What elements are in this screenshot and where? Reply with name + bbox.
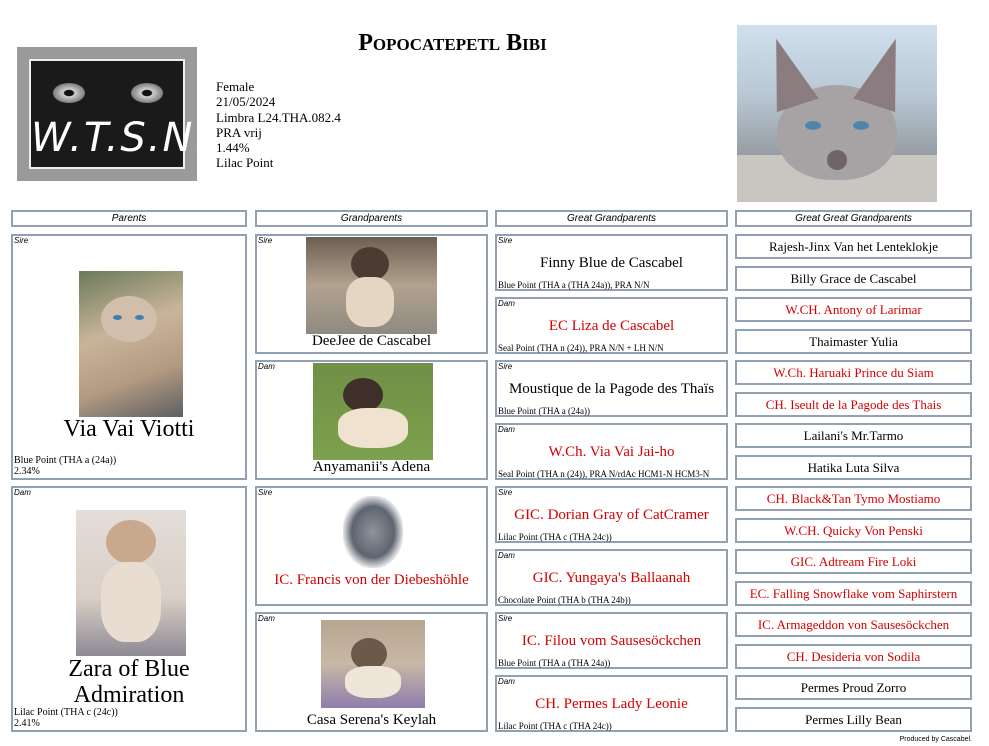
great-grandparent-card-8[interactable] [495,675,728,732]
great-great-grandparent-15[interactable] [735,675,972,700]
great-great-grandparent-9[interactable] [735,486,972,511]
great-grandparent-info-8: Lilac Point (THA c (THA 24c)) [498,721,612,731]
ggg-name-13: IC. Armageddon von Sausesöckchen [757,616,950,632]
great-grandparent-info-6: Chocolate Point (THA b (THA 24b)) [498,595,631,605]
footer-credit: Produced by Cascabel. [899,736,972,743]
grandparent-card-3[interactable] [255,486,488,606]
cat-birthdate: 21/05/2024 [216,94,276,110]
ggg-name-4: Thaimaster Yulia [809,333,898,349]
great-great-grandparent-1[interactable] [735,234,972,259]
grandparent-photo-1 [306,237,437,334]
great-grandparent-card-3[interactable] [495,360,728,417]
sire-label: Sire [498,362,513,371]
great-grandparent-info-3: Blue Point (THA a (24a)) [498,406,590,416]
great-great-grandparent-4[interactable] [735,329,972,354]
dam-label: Dam [498,551,515,560]
great-grandparent-name-5: GIC. Dorian Gray of CatCramer [514,507,709,523]
dam-label: Dam [498,299,515,308]
great-grandparent-name-7: IC. Filou vom Sausesöckchen [521,633,702,649]
grandparent-card-1[interactable] [255,234,488,354]
great-grandparent-info-1: Blue Point (THA a (THA 24a)), PRA N/N [498,280,650,290]
cat-eye-left [53,83,85,103]
parent-sire-photo [79,271,183,417]
great-great-grandparent-10[interactable] [735,518,972,543]
logo-text: W.T.S.N. [31,115,210,161]
ggg-name-7: Lailani's Mr.Tarmo [803,427,904,443]
parent-dam-photo [76,510,186,656]
great-grandparent-name-2: EC Liza de Cascabel [548,318,675,334]
cat-sex: Female [216,79,255,94]
cat-color: Lilac Point [216,155,274,171]
grandparent-name-3: IC. Francis von der Diebeshöhle [274,572,469,588]
great-grandparent-card-5[interactable] [495,486,728,543]
parent-dam-name: Zara of Blue Admiration [68,656,190,708]
cat-registration: Limbra L24.THA.082.4 [216,109,341,125]
great-grandparent-name-6: GIC. Yungaya's Ballaanah [532,570,691,586]
great-grandparent-card-4[interactable] [495,423,728,480]
column-header-great-great-grandparents: Great Great Grandparents [735,210,972,227]
ggg-name-5: W.Ch. Haruaki Prince du Siam [773,364,934,380]
grandparent-name-1: DeeJee de Cascabel [311,333,432,349]
main-cat-photo [737,25,937,202]
dam-label: Dam [14,488,31,497]
great-great-grandparent-2[interactable] [735,266,972,291]
parent-dam-info: Lilac Point (THA c (24c)) [14,707,118,718]
great-great-grandparent-7[interactable] [735,423,972,448]
cat-coi: 1.44% [216,140,250,156]
grandparent-photo-4 [321,620,425,708]
ggg-name-2: Billy Grace de Cascabel [790,270,917,286]
ggg-name-11: GIC. Adtream Fire Loki [790,553,917,569]
ggg-name-3: W.CH. Antony of Larimar [785,301,922,317]
parent-sire-info: Blue Point (THA a (24a)) [14,455,117,466]
parent-sire-coi: 2.34% [14,466,40,477]
column-header-parents: Parents [11,210,247,227]
sire-label: Sire [498,236,513,245]
great-great-grandparent-5[interactable] [735,360,972,385]
great-grandparent-name-8: CH. Permes Lady Leonie [535,696,688,712]
great-grandparent-info-5: Lilac Point (THA c (THA 24c)) [498,532,612,542]
ggg-name-9: CH. Black&Tan Tymo Mostiamo [766,490,941,506]
great-grandparent-name-3: Moustique de la Pagode des Thaïs [508,381,715,397]
column-header-grandparents: Grandparents [255,210,488,227]
dam-label: Dam [498,677,515,686]
great-grandparent-info-4: Seal Point (THA n (24)), PRA N/rdAc HCM1-N HCM3-N [498,469,710,479]
great-grandparent-info-7: Blue Point (THA a (THA 24a)) [498,658,611,668]
cattery-logo [17,47,210,181]
great-great-grandparent-13[interactable] [735,612,972,637]
cat-eye-right [131,83,163,103]
great-great-grandparent-3[interactable] [735,297,972,322]
great-great-grandparent-12[interactable] [735,581,972,606]
great-great-grandparent-16[interactable] [735,707,972,732]
parent-sire-card[interactable] [11,234,247,480]
ggg-name-8: Hatika Luta Silva [807,459,900,475]
parent-dam-coi: 2.41% [14,718,40,729]
ggg-name-12: EC. Falling Snowflake vom Saphirstern [749,585,958,601]
cat-pra-status: PRA vrij [216,124,262,140]
grandparent-photo-2 [313,363,433,460]
great-grandparent-card-1[interactable] [495,234,728,291]
great-grandparent-info-2: Seal Point (THA n (24)), PRA N/N + LH N/N [498,343,664,353]
great-grandparent-card-6[interactable] [495,549,728,606]
sire-label: Sire [498,488,513,497]
grandparent-photo-3 [343,496,403,568]
parent-dam-card[interactable] [11,486,247,732]
grandparent-name-4: Casa Serena's Keylah [306,712,437,728]
cat-details [216,79,341,171]
ggg-name-1: Rajesh-Jinx Van het Lenteklokje [768,238,939,254]
ggg-name-14: CH. Desideria von Sodila [786,648,921,664]
column-header-great-grandparents: Great Grandparents [495,210,728,227]
great-great-grandparent-11[interactable] [735,549,972,574]
great-grandparent-name-4: W.Ch. Via Vai Jai-ho [548,444,675,460]
parent-sire-name: Via Vai Viotti [63,416,195,442]
ggg-name-15: Permes Proud Zorro [800,679,907,695]
cat-name-title: Popocatepetl Bibi [358,30,547,56]
grandparent-name-2: Anyamanii's Adena [312,459,431,475]
ggg-name-6: CH. Iseult de la Pagode des Thais [765,396,942,412]
ggg-name-10: W.CH. Quicky Von Penski [784,522,923,538]
grandparent-card-4[interactable] [255,612,488,732]
great-grandparent-name-1: Finny Blue de Cascabel [540,255,683,271]
great-grandparent-card-7[interactable] [495,612,728,669]
great-great-grandparent-6[interactable] [735,392,972,417]
sire-label: Sire [258,236,273,245]
ggg-name-16: Permes Lilly Bean [805,711,902,727]
dam-label: Dam [258,614,275,623]
sire-label: Sire [498,614,513,623]
great-grandparent-card-2[interactable] [495,297,728,354]
great-great-grandparent-14[interactable] [735,644,972,669]
great-great-grandparent-8[interactable] [735,455,972,480]
sire-label: Sire [14,236,29,245]
dam-label: Dam [498,425,515,434]
grandparent-card-2[interactable] [255,360,488,480]
dam-label: Dam [258,362,275,371]
sire-label: Sire [258,488,273,497]
